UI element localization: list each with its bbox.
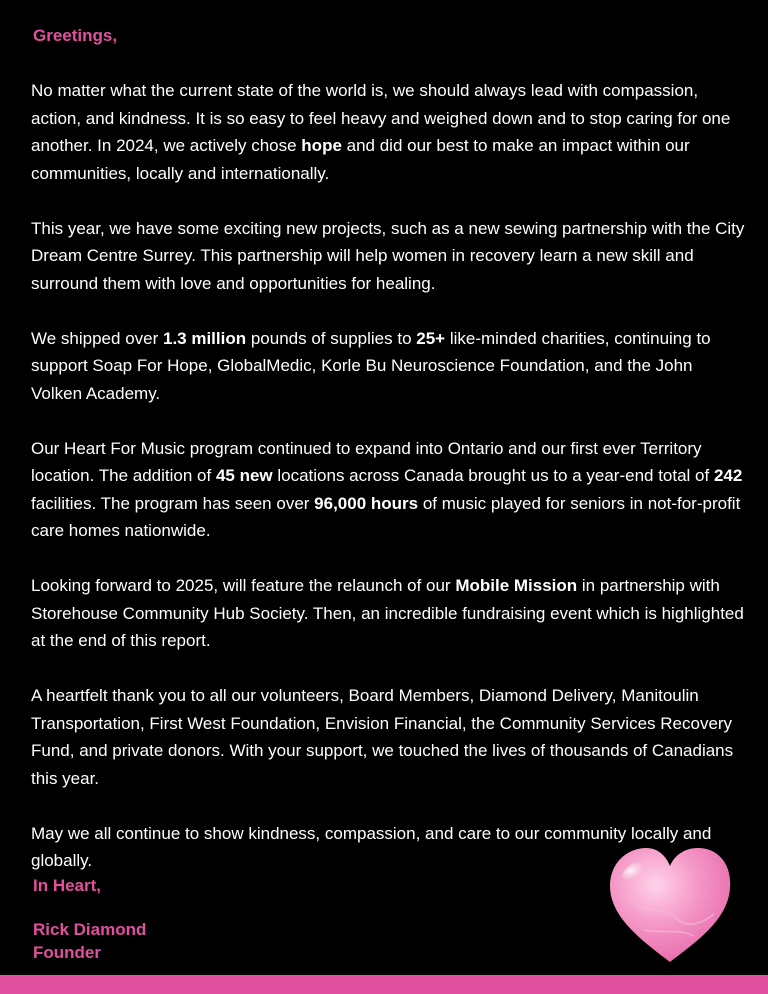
highlight-charities: 25+ bbox=[416, 328, 446, 348]
paragraph-1: No matter what the current state of the world is, we should always lead with compassion, action, and kindness. It is so easy to feel heavy and weighed down and to stop caring for one another. In 2024, we actively chose hope and did our best to make an impact within our communities, locally and internationally. bbox=[31, 81, 731, 183]
letter-body bbox=[31, 77, 746, 875]
paragraph-2: This year, we have some exciting new projects, such as a new sewing partnership with the City Dream Centre Surrey. This partnership will help women in recovery learn a new skill and surround them with love and opportunities for healing. bbox=[31, 218, 745, 293]
footer-bar bbox=[0, 975, 768, 994]
signature-block bbox=[33, 918, 146, 964]
paragraph-4: Our Heart For Music program continued to expand into Ontario and our first ever Territory location. The addition of 45 new locations across Canada brought us to a year-end total of 242 facilities. The program has seen over 96,000 hours of music played for seniors in not-for-profit care homes nationwide. bbox=[31, 438, 743, 540]
paragraph-5: Looking forward to 2025, will feature the relaunch of our Mobile Mission in partnership with Storehouse Community Hub Society. Then, an incredible fundraising event which is highlighted at the end of this report. bbox=[31, 576, 744, 650]
greeting: Greetings, bbox=[33, 26, 118, 45]
highlight-mobile-mission: Mobile Mission bbox=[455, 576, 578, 595]
highlight-pounds: 1.3 million bbox=[162, 328, 247, 348]
paragraph-7: May we all continue to show kindness, compassion, and care to our community locally and globally. bbox=[31, 823, 712, 870]
highlight-hours: 96,000 hours bbox=[314, 493, 419, 513]
signer-name: Rick Diamond bbox=[33, 920, 147, 939]
signoff: In Heart, bbox=[33, 876, 102, 895]
paragraph-3: We shipped over 1.3 million pounds of supplies to 25+ like-minded charities, continuing to support Soap For Hope, GlobalMedic, Korle Bu Neuroscience Foundation, and the John Volken Academy. bbox=[31, 328, 711, 403]
heart-illustration-icon bbox=[604, 844, 736, 966]
paragraph-6: A heartfelt thank you to all our volunteers, Board Members, Diamond Delivery, Manitoulin Transportation, First West Foundation, Envision Financial, the Community Services Recovery Fund, and private donors. With your support, we touched the lives of thousands of Canadians this year. bbox=[31, 686, 734, 788]
highlight-hope: hope bbox=[301, 136, 342, 155]
highlight-new-locations: 45 new bbox=[215, 466, 273, 485]
highlight-facilities: 242 bbox=[713, 466, 743, 485]
signer-title: Founder bbox=[33, 943, 101, 962]
